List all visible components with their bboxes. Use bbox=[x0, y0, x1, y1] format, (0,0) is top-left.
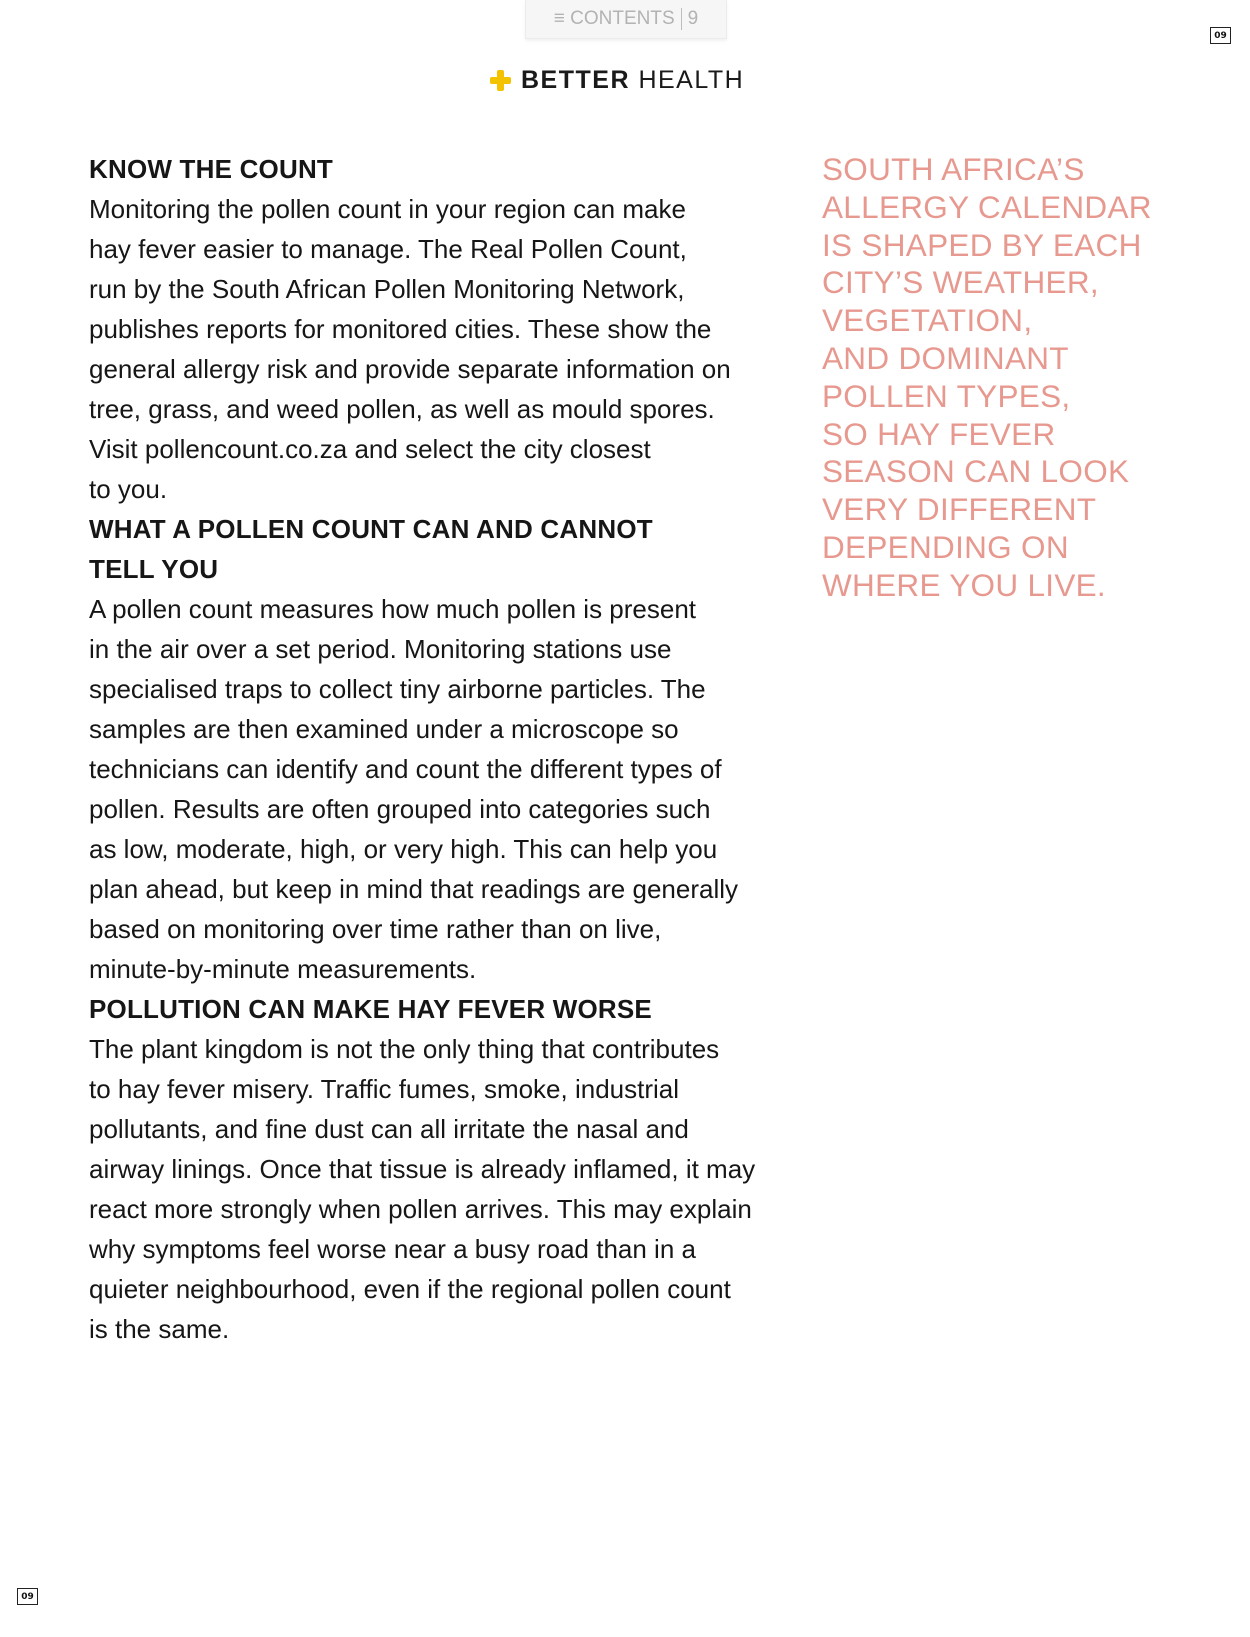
text-line: A pollen count measures how much pollen is present bbox=[89, 594, 697, 624]
pull-quote-line: VERY DIFFERENT bbox=[822, 491, 1097, 528]
text-line: based on monitoring over time rather than on live, bbox=[89, 914, 662, 944]
pull-quote-line: POLLEN TYPES, bbox=[822, 377, 1071, 414]
section-heading bbox=[89, 149, 801, 189]
pull-quote-line: VEGETATION, bbox=[822, 302, 1033, 339]
text-line: react more strongly when pollen arrives. This may explain bbox=[89, 1194, 752, 1224]
text-line: general allergy risk and provide separate information on bbox=[89, 354, 731, 384]
brand-header bbox=[490, 60, 744, 100]
heading-line: KNOW THE COUNT bbox=[89, 154, 333, 184]
article-body bbox=[89, 149, 801, 1349]
heading-line: WHAT A POLLEN COUNT CAN AND CANNOT bbox=[89, 514, 653, 544]
section-pollution bbox=[89, 989, 801, 1349]
text-line: to hay fever misery. Traffic fumes, smoke, industrial bbox=[89, 1074, 680, 1104]
pull-quote-line: SO HAY FEVER bbox=[822, 415, 1056, 452]
heading-line: TELL YOU bbox=[89, 554, 219, 584]
section-pollen-count-limits bbox=[89, 509, 801, 989]
text-line: Visit pollencount.co.za and select the city closest bbox=[89, 434, 651, 464]
text-line: to you. bbox=[89, 474, 168, 504]
section-paragraph bbox=[89, 589, 801, 989]
text-line: quieter neighbourhood, even if the regional pollen count bbox=[89, 1274, 731, 1304]
section-know-the-count bbox=[89, 149, 801, 509]
text-line: is the same. bbox=[89, 1314, 230, 1344]
text-line: publishes reports for monitored cities. These show the bbox=[89, 314, 712, 344]
heading-line: POLLUTION CAN MAKE HAY FEVER WORSE bbox=[89, 994, 652, 1024]
text-line: in the air over a set period. Monitoring stations use bbox=[89, 634, 672, 664]
plus-cross-icon bbox=[490, 70, 511, 91]
section-paragraph bbox=[89, 1029, 801, 1349]
text-line: why symptoms feel worse near a busy road than in a bbox=[89, 1234, 696, 1264]
page-marker-bottom: 09 bbox=[17, 1588, 38, 1605]
section-paragraph bbox=[89, 189, 801, 509]
text-line: run by the South African Pollen Monitoring Network, bbox=[89, 274, 685, 304]
text-line: as low, moderate, high, or very high. This can help you bbox=[89, 834, 718, 864]
text-line: pollutants, and fine dust can all irritate the nasal and bbox=[89, 1114, 689, 1144]
text-line: minute-by-minute measurements. bbox=[89, 954, 477, 984]
page-number: 9 bbox=[687, 8, 699, 29]
brand-light: HEALTH bbox=[638, 65, 745, 94]
text-line: Monitoring the pollen count in your region can make bbox=[89, 194, 686, 224]
pull-quote-line: CITY’S WEATHER, bbox=[822, 264, 1099, 301]
text-line: specialised traps to collect tiny airborne particles. The bbox=[89, 674, 706, 704]
text-line: The plant kingdom is not the only thing that contributes bbox=[89, 1034, 720, 1064]
pull-quote-line: DEPENDING ON bbox=[822, 528, 1069, 565]
text-line: plan ahead, but keep in mind that readings are generally bbox=[89, 874, 738, 904]
pull-quote-line: WHERE YOU LIVE. bbox=[822, 566, 1106, 603]
page-marker-top: 09 bbox=[1210, 27, 1231, 44]
section-heading bbox=[89, 509, 801, 589]
pull-quote-line: SEASON CAN LOOK bbox=[822, 453, 1130, 490]
contents-button[interactable] bbox=[525, 0, 727, 39]
pull-quote-line: ALLERGY CALENDAR bbox=[822, 188, 1152, 225]
text-line: technicians can identify and count the different types of bbox=[89, 754, 722, 784]
brand-bold: BETTER bbox=[521, 65, 630, 94]
section-heading bbox=[89, 989, 801, 1029]
pull-quote bbox=[822, 151, 1222, 605]
text-line: airway linings. Once that tissue is already inflamed, it may bbox=[89, 1154, 756, 1184]
divider bbox=[681, 8, 682, 30]
text-line: samples are then examined under a microscope so bbox=[89, 714, 679, 744]
brand-title bbox=[521, 66, 744, 95]
pull-quote-line: IS SHAPED BY EACH bbox=[822, 226, 1142, 263]
pull-quote-line: SOUTH AFRICA’S bbox=[822, 151, 1085, 187]
text-line: tree, grass, and weed pollen, as well as mould spores. bbox=[89, 394, 715, 424]
text-line: hay fever easier to manage. The Real Pollen Count, bbox=[89, 234, 687, 264]
text-line: pollen. Results are often grouped into categories such bbox=[89, 794, 711, 824]
pull-quote-line: AND DOMINANT bbox=[822, 339, 1069, 376]
contents-label: ≡ CONTENTS bbox=[553, 8, 675, 29]
